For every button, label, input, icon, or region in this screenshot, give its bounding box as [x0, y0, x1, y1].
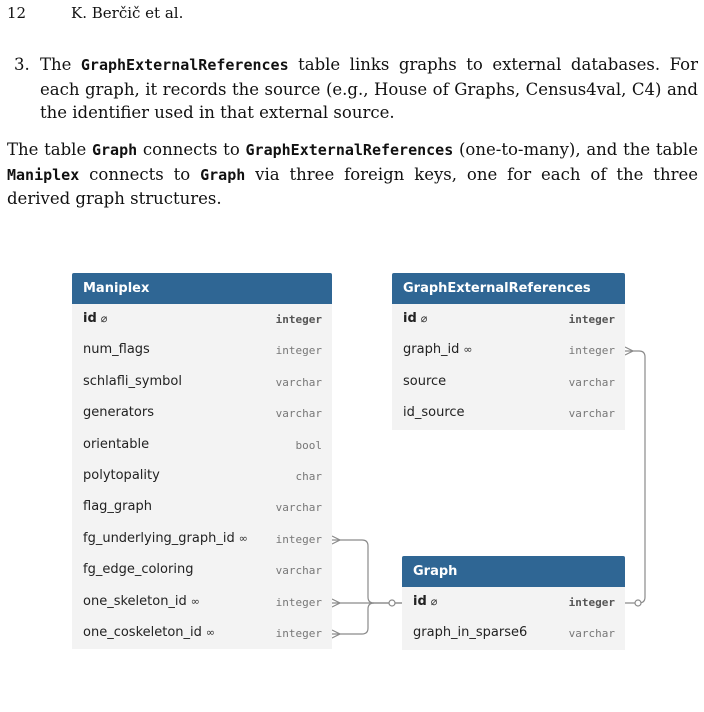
column-name-text: fg_underlying_graph_id [83, 530, 235, 546]
table-graph[interactable] [402, 556, 625, 650]
column-name-text: schlafli_symbol [83, 373, 182, 389]
foreign-key-link-icon: ∞ [190, 594, 200, 608]
para-text: via three foreign keys, one for each of the three derived graph structures. [7, 164, 698, 208]
table-row[interactable] [72, 367, 332, 398]
table-rows [392, 304, 625, 430]
column-name [413, 625, 527, 640]
column-name [83, 311, 107, 326]
column-name-text: id [413, 594, 427, 609]
column-name [413, 594, 437, 609]
inline-code: Graph [200, 165, 246, 184]
column-type: integer [275, 626, 322, 640]
column-name [83, 594, 200, 609]
primary-key-icon: ⌀ [100, 312, 108, 325]
column-name-text: polytopality [83, 467, 160, 483]
table-row[interactable] [392, 304, 625, 335]
para-text: connects to [137, 140, 246, 159]
inline-code: Maniplex [7, 165, 80, 184]
column-name [403, 342, 473, 357]
connector-one-coskeleton [332, 603, 374, 634]
column-name-text: fg_edge_coloring [83, 562, 194, 578]
column-name [403, 311, 427, 326]
column-type: varchar [275, 375, 322, 389]
one-marker-icon [635, 600, 641, 606]
column-name [83, 342, 150, 357]
table-row[interactable] [392, 335, 625, 366]
item-number: 3. [14, 55, 30, 74]
table-row[interactable] [72, 304, 332, 335]
inline-code: GraphExternalReferences [80, 56, 289, 74]
table-row[interactable] [402, 618, 625, 649]
column-type: varchar [275, 501, 322, 515]
table-rows [402, 587, 625, 650]
para-text: The table [7, 140, 92, 159]
primary-key-icon: ⌀ [420, 312, 428, 325]
column-name [403, 374, 446, 389]
column-name-text: flag_graph [83, 499, 152, 515]
column-type: varchar [568, 407, 615, 421]
column-name-text: id [83, 311, 97, 326]
column-name-text: generators [83, 405, 154, 421]
table-row[interactable] [72, 335, 332, 366]
column-type: char [295, 469, 322, 483]
column-name [83, 531, 248, 546]
foreign-key-link-icon: ∞ [205, 625, 216, 639]
page-number: 12 [7, 4, 27, 22]
column-type: integer [275, 595, 322, 609]
column-name [403, 405, 465, 420]
table-row[interactable] [72, 461, 332, 492]
item-text: The [40, 55, 81, 74]
table-row[interactable] [72, 398, 332, 429]
table-row[interactable] [392, 398, 625, 429]
column-name [83, 499, 152, 514]
column-type: integer [275, 344, 322, 358]
column-name [83, 562, 193, 577]
running-authors: K. Berčič et al. [71, 4, 184, 22]
table-maniplex[interactable] [72, 273, 332, 649]
table-row[interactable] [72, 555, 332, 586]
column-name-text: id_source [403, 405, 465, 421]
column-name-text: source [403, 373, 447, 389]
column-type: varchar [275, 564, 322, 578]
inline-code: GraphExternalReferences [245, 141, 454, 159]
one-marker-icon [389, 600, 395, 606]
column-name [83, 468, 160, 483]
column-type: varchar [275, 407, 322, 421]
column-type: bool [295, 438, 322, 452]
table-row[interactable] [72, 430, 332, 461]
para-text: connects to [79, 164, 201, 184]
column-name-text: one_coskeleton_id [83, 624, 202, 640]
item-text: table links graphs to external databases. For each graph, it records the source (e.g., House of Graphs, Census4val, C4) and the identifier used in that external source. [40, 55, 698, 122]
table-rows [72, 304, 332, 649]
column-name [83, 405, 154, 420]
para-text: (one-to-many), and the table [453, 140, 698, 159]
connector-fg-underlying [332, 540, 404, 603]
table-title: GraphExternalReferences [392, 273, 625, 304]
table-title: Maniplex [72, 273, 332, 304]
column-type: integer [275, 313, 322, 326]
column-name-text: num_flags [83, 342, 150, 358]
column-type: varchar [568, 627, 615, 641]
connector-graph-external-refs [625, 351, 645, 603]
column-name-text: id [403, 311, 417, 326]
inline-code: Graph [91, 141, 138, 159]
table-row[interactable] [72, 524, 332, 555]
table-row[interactable] [72, 618, 332, 649]
column-name [83, 374, 182, 389]
column-name-text: orientable [83, 436, 150, 452]
table-row[interactable] [392, 367, 625, 398]
column-type: integer [568, 596, 615, 609]
foreign-key-link-icon: ∞ [463, 343, 473, 357]
table-title: Graph [402, 556, 625, 587]
column-type: varchar [568, 375, 615, 389]
column-name [83, 437, 149, 452]
column-name-text: graph_in_sparse6 [413, 625, 528, 641]
table-row[interactable] [402, 587, 625, 618]
table-graph-external-references[interactable] [392, 273, 625, 430]
column-name [83, 625, 215, 640]
column-name-text: graph_id [403, 342, 460, 358]
column-type: integer [568, 344, 615, 358]
column-name-text: one_skeleton_id [83, 593, 187, 609]
foreign-key-link-icon: ∞ [238, 531, 248, 545]
table-row[interactable] [72, 492, 332, 523]
primary-key-icon: ⌀ [430, 595, 438, 608]
table-row[interactable] [72, 587, 332, 618]
column-type: integer [568, 313, 615, 326]
column-type: integer [275, 532, 322, 546]
